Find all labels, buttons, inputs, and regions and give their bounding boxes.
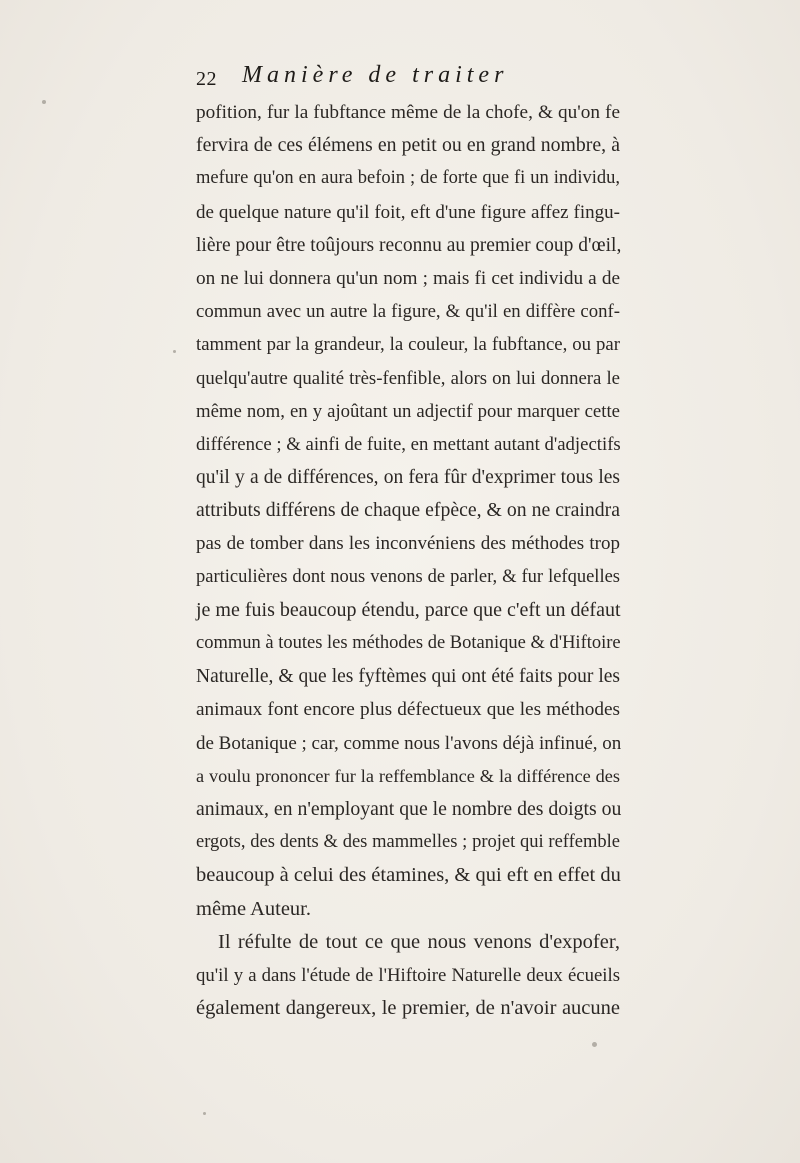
- paper-speck: [42, 100, 46, 104]
- paper-speck: [173, 350, 176, 353]
- text-line: Naturelle, & que les fyftèmes qui ont été faits pour les: [196, 666, 620, 688]
- text-line: différence ; & ainfi de fuite, en mettant autant d'adjectifs: [196, 433, 621, 455]
- running-title: Manière de traiter: [242, 62, 509, 88]
- text-line: je me fuis beaucoup étendu, parce que c'eft un défaut: [196, 598, 621, 621]
- text-line: également dangereux, le premier, de n'avoir aucune: [196, 997, 620, 1020]
- text-line: pas de tomber dans les inconvéniens des méthodes trop: [196, 533, 620, 555]
- text-line: même nom, en y ajoûtant un adjectif pour marquer cette: [196, 400, 620, 422]
- text-line: commun à toutes les méthodes de Botanique & d'Hiftoire: [196, 633, 621, 653]
- paper-speck: [203, 1112, 206, 1115]
- text-line: mefure qu'on en aura befoin ; de forte que fi un individu,: [196, 168, 620, 189]
- text-line: on ne lui donnera qu'un nom ; mais fi cet individu a de: [196, 267, 620, 289]
- text-line: particulières dont nous venons de parler, & fur lefquelles: [196, 566, 620, 587]
- text-line: commun avec un autre la figure, & qu'il en diffère conf-: [196, 301, 620, 323]
- text-line: attributs différens de chaque efpèce, & on ne craindra: [196, 499, 620, 522]
- text-line: tamment par la grandeur, la couleur, la fubftance, ou par: [196, 334, 620, 356]
- text-line: de Botanique ; car, comme nous l'avons déjà infinué, on: [196, 732, 622, 754]
- text-line: de quelque nature qu'il foit, eft d'une figure affez fingu-: [196, 201, 620, 223]
- text-line: beaucoup à celui des étamines, & qui eft en effet du: [196, 864, 621, 887]
- text-line: ergots, des dents & des mammelles ; projet qui reffemble: [196, 832, 620, 853]
- text-line-paragraph-start: Il réfulte de tout ce que nous venons d'expofer,: [218, 930, 620, 953]
- text-line: pofition, fur la fubftance même de la chofe, & qu'on fe: [196, 102, 620, 123]
- page-number: 22: [196, 68, 217, 90]
- text-line: fervira de ces élémens en petit ou en grand nombre, à: [196, 134, 620, 157]
- running-head: [196, 62, 616, 96]
- text-line: qu'il y a dans l'étude de l'Hiftoire Naturelle deux écueils: [196, 964, 620, 986]
- body-text: [196, 96, 620, 1025]
- text-line: lière pour être toûjours reconnu au premier coup d'œil,: [196, 234, 622, 256]
- paper-speck: [592, 1042, 597, 1047]
- text-line: a voulu prononcer fur la reffemblance & la différence des: [196, 765, 620, 786]
- text-line: qu'il y a de différences, on fera fûr d'exprimer tous les: [196, 467, 620, 489]
- text-line: quelqu'autre qualité très-fenfible, alors on lui donnera le: [196, 367, 620, 389]
- text-line-paragraph-end: même Auteur.: [196, 897, 312, 920]
- text-line: animaux font encore plus défectueux que les méthodes: [196, 699, 620, 721]
- text-line: animaux, en n'employant que le nombre des doigts ou: [196, 797, 622, 820]
